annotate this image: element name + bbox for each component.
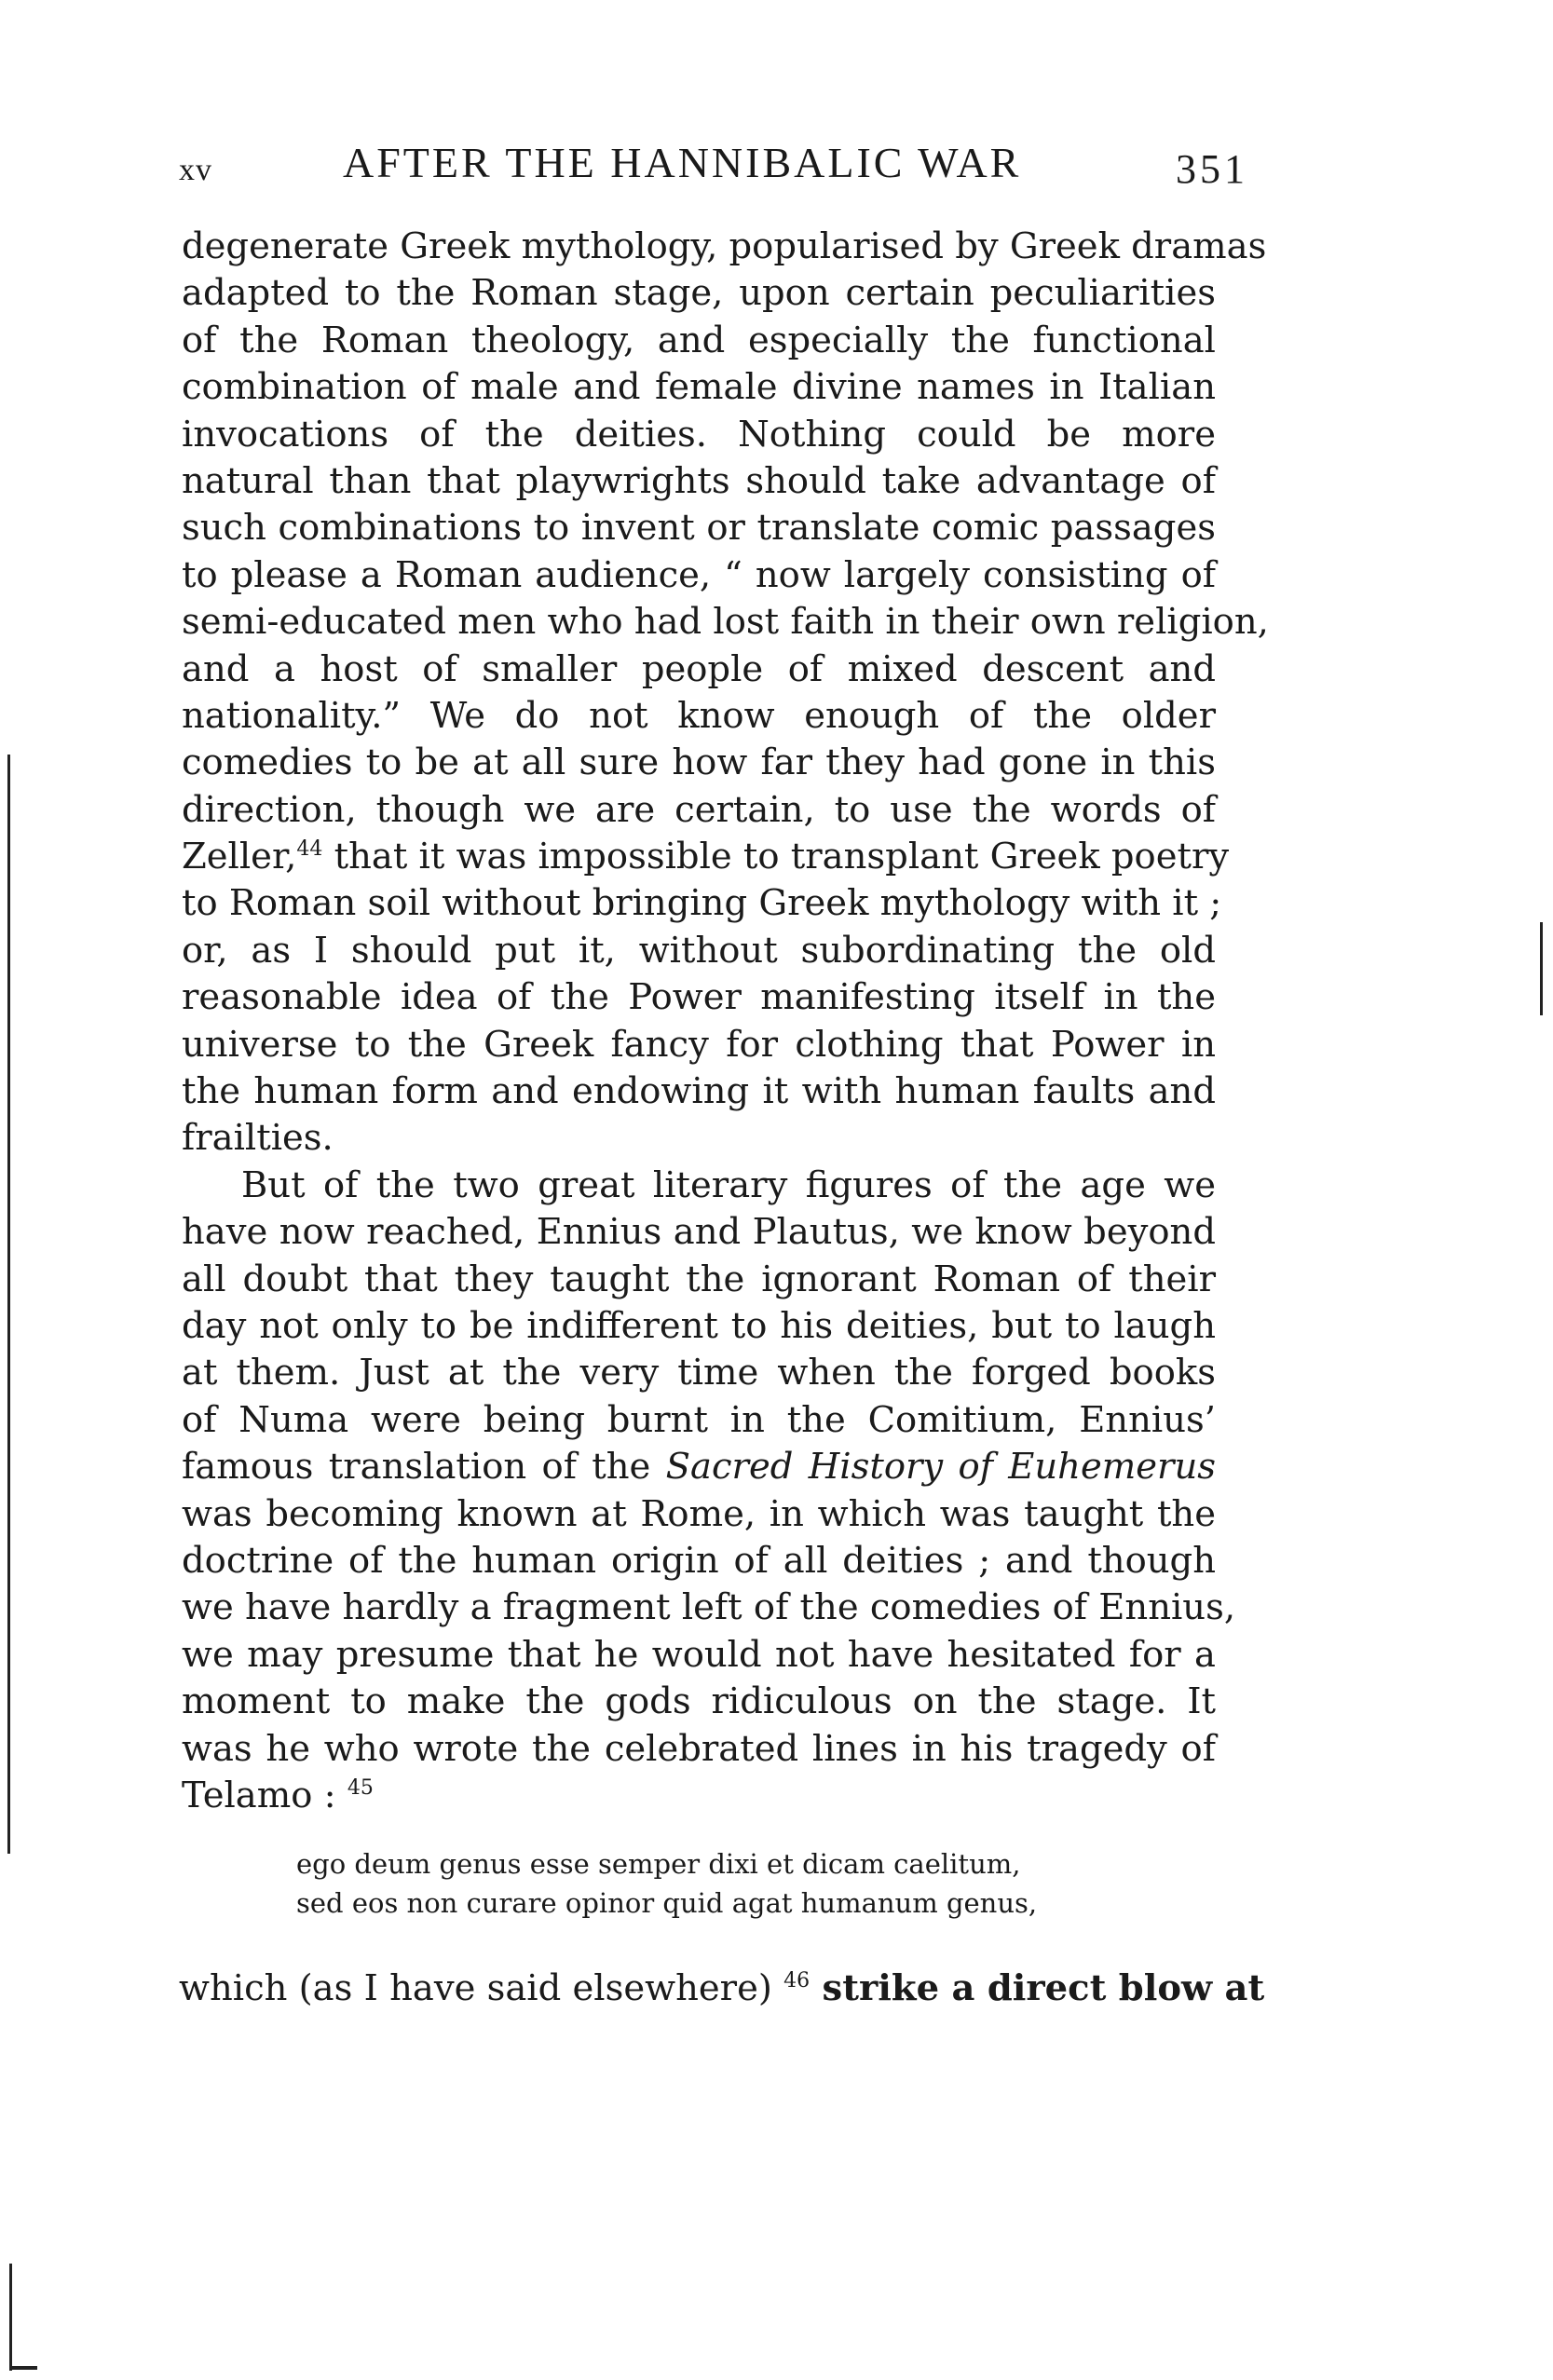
text-line: was he who wrote the celebrated lines in his tragedy of <box>182 1727 1216 1770</box>
text-line: nationality.” We do not know enough of the older <box>182 694 1216 737</box>
chapter-title: AFTER THE HANNIBALIC WAR <box>343 139 1022 186</box>
text-line: of Numa were being burnt in the Comitium, Ennius’ <box>182 1398 1216 1441</box>
text-line: semi-educated men who had lost faith in their own religion, <box>182 601 1269 644</box>
text-line: moment to make the gods ridiculous on the stage. It <box>182 1680 1216 1723</box>
text-line: reasonable idea of the Power manifesting itself in the <box>182 976 1216 1019</box>
text-line: degenerate Greek mythology, popularised by Greek dramas <box>182 225 1267 267</box>
scan-corner-mark <box>9 2264 12 2371</box>
footnote-ref-45[interactable]: 45 <box>347 1775 374 1800</box>
text-line: But of the two great literary figures of the age we <box>241 1163 1216 1206</box>
footnote-ref-44[interactable]: 44 <box>296 837 323 862</box>
book-title: Sacred History of Euhemerus <box>665 1446 1216 1489</box>
text-line: all doubt that they taught the ignorant Roman of their <box>182 1258 1216 1300</box>
running-head <box>168 138 1248 203</box>
text-line: have now reached, Ennius and Plautus, we know beyond <box>182 1211 1216 1254</box>
footnote-ref-46[interactable]: 46 <box>783 1969 811 1992</box>
text-line: frailties. <box>182 1117 334 1160</box>
text-line: to Roman soil without bringing Greek mythology with it ; <box>182 882 1222 925</box>
text-line: to please a Roman audience, “ now largely consisting of <box>182 553 1216 596</box>
body-text <box>182 224 1269 1819</box>
text-line: we may presume that he would not have hesitated for a <box>182 1633 1216 1676</box>
text-line: direction, though we are certain, to use the words of <box>182 788 1216 831</box>
continuation-text <box>179 1965 1265 2012</box>
text-line: such combinations to invent or translate comic passages <box>182 507 1216 550</box>
text-line: comedies to be at all sure how far they had gone in this <box>182 741 1216 784</box>
text-line <box>182 834 1230 880</box>
text-line: was becoming known at Rome, in which was taught the <box>182 1492 1216 1535</box>
text-line <box>179 1965 1265 2012</box>
zeller-text: Zeller, <box>182 836 297 878</box>
text-line: invocations of the deities. Nothing could be more <box>182 413 1216 456</box>
telamo-text: Telamo : <box>182 1774 347 1816</box>
page-number: 351 <box>1176 146 1248 192</box>
verse-quotation <box>296 1844 1181 1923</box>
text-line: the human form and endowing it with human faults and <box>182 1070 1216 1113</box>
text-line: doctrine of the human origin of all deities ; and though <box>182 1539 1216 1582</box>
zeller-text-rest: that it was impossible to transplant Greek poetry <box>322 836 1230 878</box>
euhemerus-text: famous translation of the <box>182 1446 666 1489</box>
verse-line: sed eos non curare opinor quid agat humanum genus, <box>296 1887 1038 1919</box>
text-line: at them. Just at the very time when the forged books <box>182 1352 1216 1394</box>
scan-edge-right <box>1540 922 1543 1015</box>
final-text: which (as I have said elsewhere) <box>179 1967 784 2009</box>
text-line <box>182 1773 1216 1819</box>
text-line: natural than that playwrights should take advantage of <box>182 459 1216 502</box>
text-line: combination of male and female divine names in Italian <box>182 366 1216 409</box>
text-line: adapted to the Roman stage, upon certain peculiarities <box>182 272 1216 315</box>
verse-line: ego deum genus esse semper dixi et dicam caelitum, <box>296 1848 1021 1880</box>
text-line <box>182 1444 1216 1490</box>
text-line: of the Roman theology, and especially the functional <box>182 319 1216 361</box>
scan-corner-mark <box>9 2366 37 2370</box>
chapter-number: xv <box>179 153 212 187</box>
text-line: or, as I should put it, without subordinating the old <box>182 929 1216 972</box>
text-line: and a host of smaller people of mixed descent and <box>182 647 1216 690</box>
text-line: we have hardly a fragment left of the comedies of Ennius, <box>182 1586 1236 1629</box>
text-line: day not only to be indifferent to his deities, but to laugh <box>182 1304 1216 1347</box>
scan-edge-left <box>7 755 10 1854</box>
text-line: universe to the Greek fancy for clothing that Power in <box>182 1023 1216 1066</box>
final-text-rest: strike a direct blow at <box>810 1967 1265 2009</box>
